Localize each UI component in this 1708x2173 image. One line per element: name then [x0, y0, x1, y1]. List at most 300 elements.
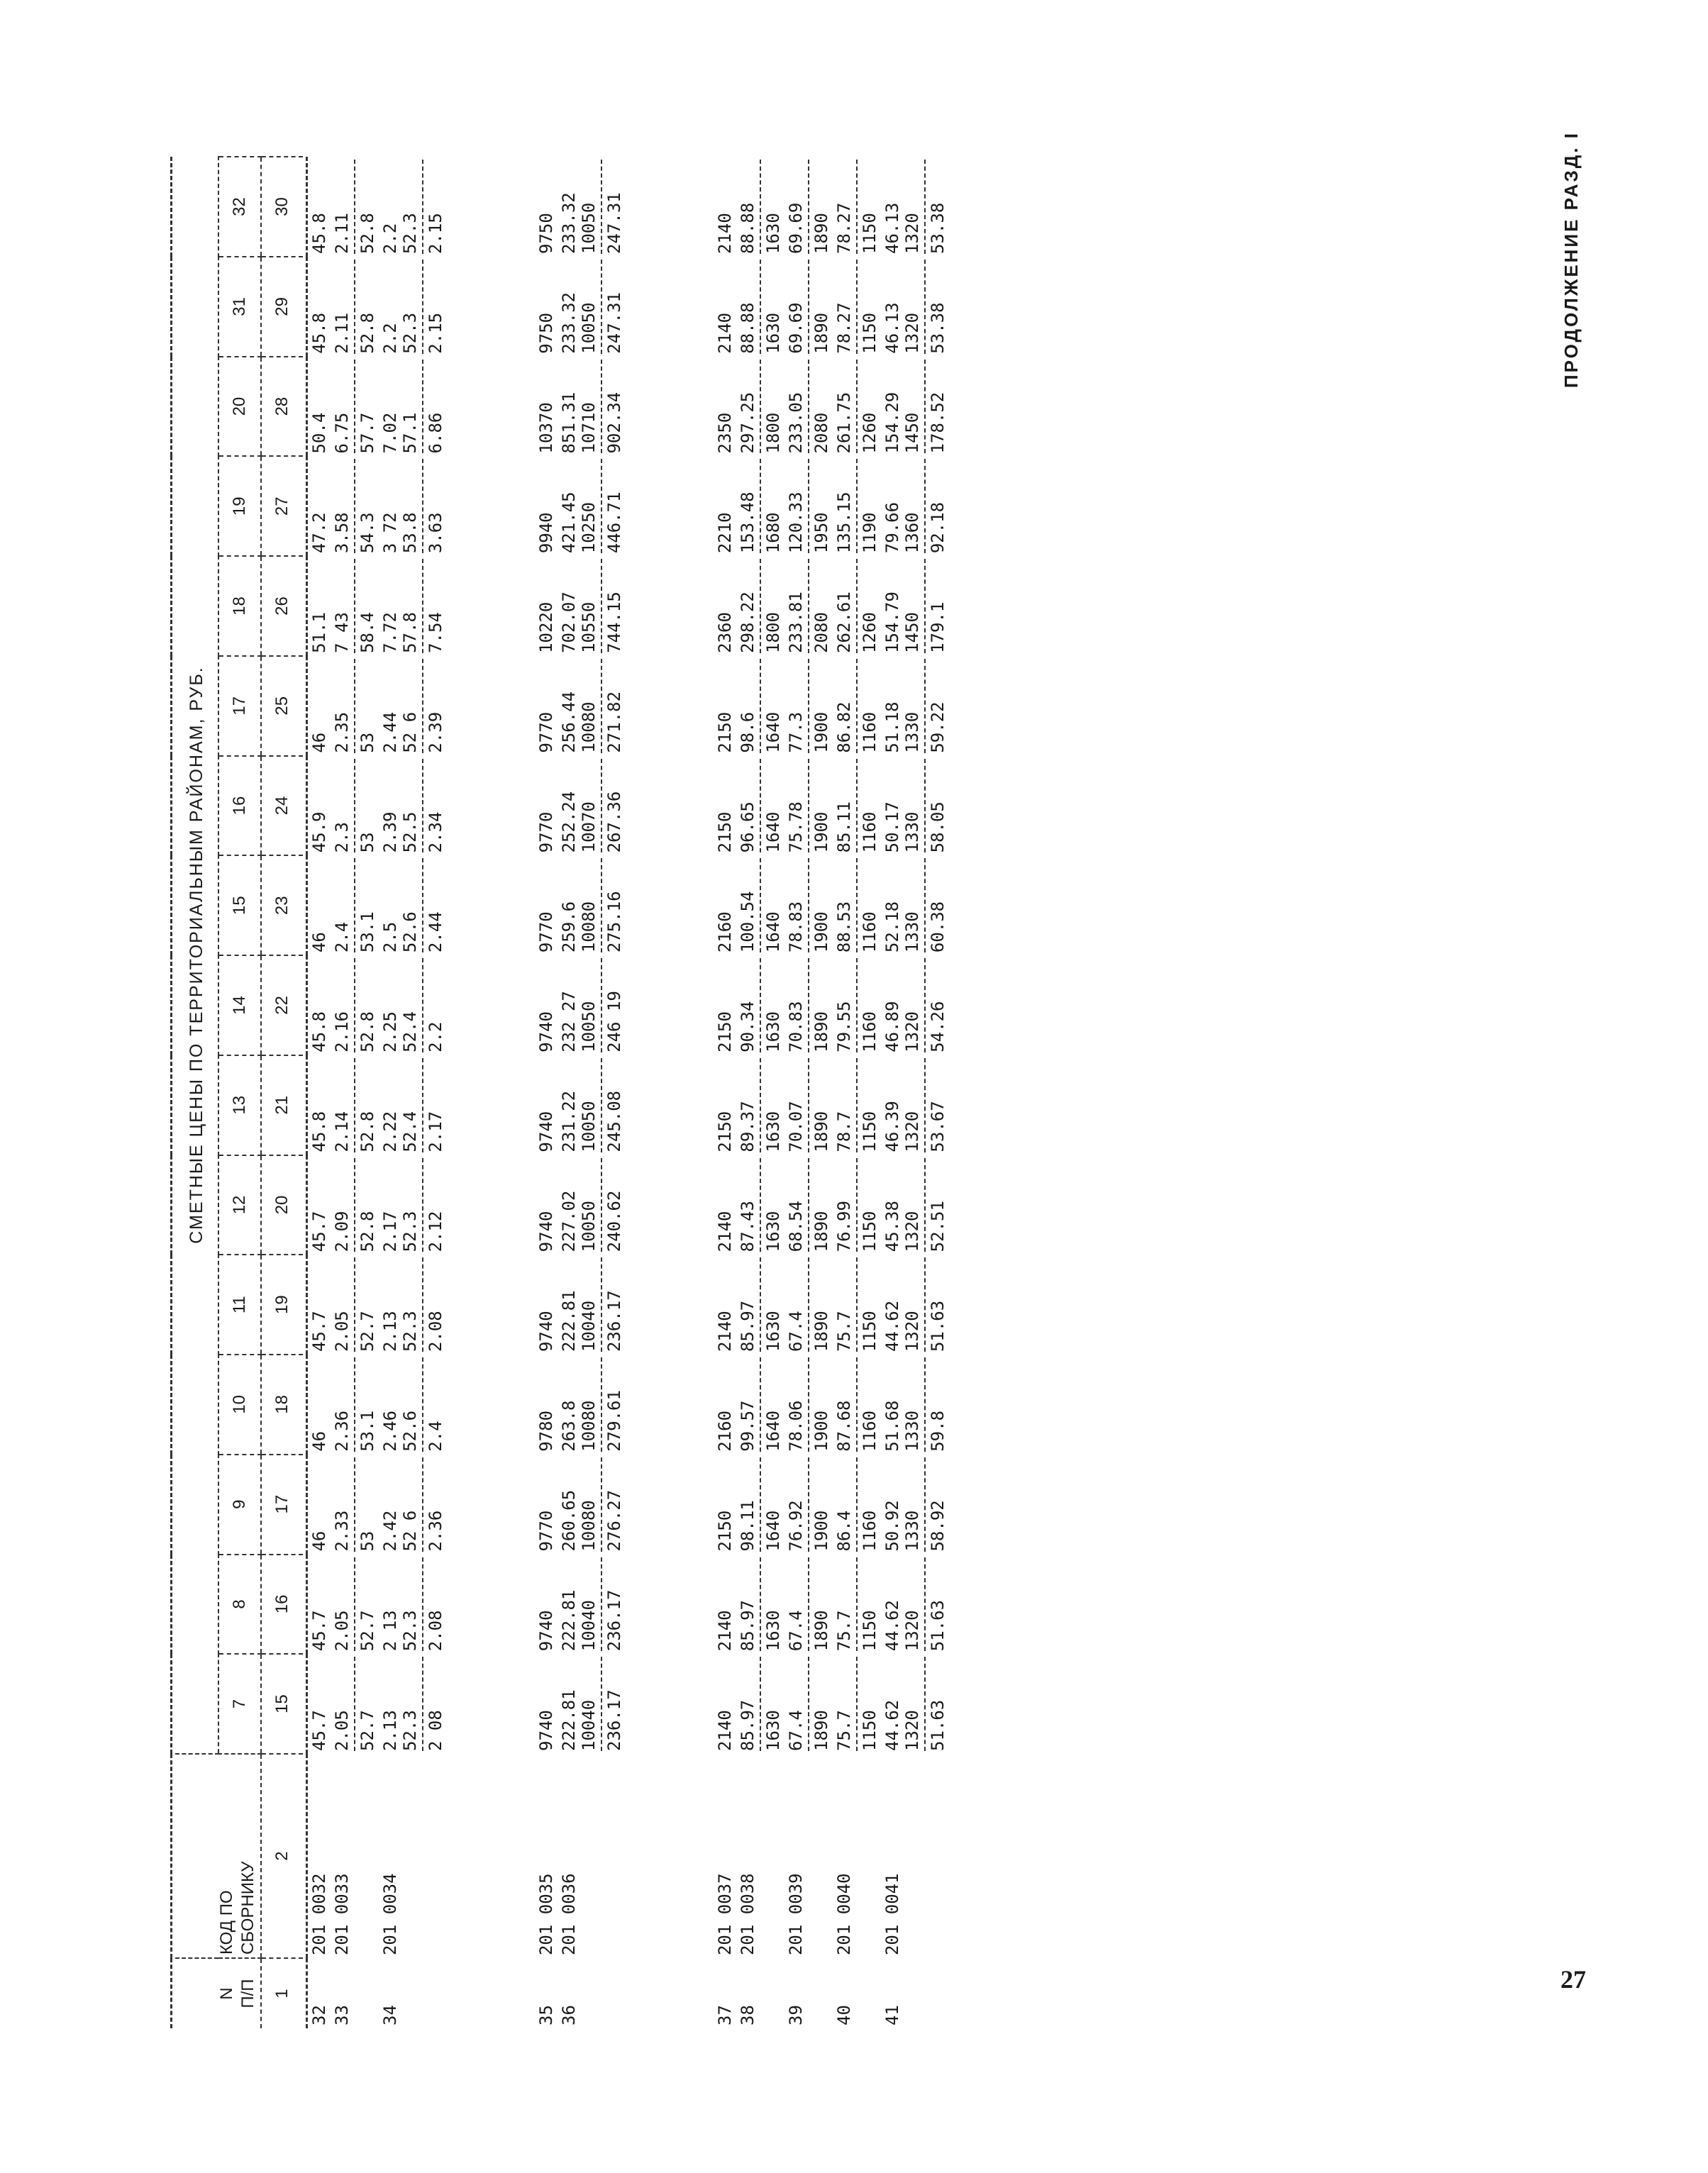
price-value: 240.62 — [604, 1190, 624, 1252]
price-value: 1160 — [860, 1011, 880, 1052]
price-cell — [736, 456, 784, 556]
district-number: 19 — [218, 456, 261, 556]
price-value: 85.97 — [738, 1557, 761, 1652]
price-value: 85.11 — [834, 759, 858, 853]
price-value: 2 08 — [426, 1710, 445, 1751]
price-value: 7 43 — [332, 559, 355, 653]
price-value: 1320 — [902, 1657, 926, 1751]
district-number: 17 — [218, 656, 261, 756]
price-value: 46.13 — [882, 302, 902, 354]
price-cell — [833, 1455, 881, 1555]
price-value: 1630 — [763, 312, 783, 354]
price-value: 52.8 — [357, 312, 377, 354]
price-value: 52.51 — [928, 1201, 948, 1252]
price-value: 70.83 — [786, 958, 809, 1052]
price-value: 2.4 — [332, 858, 355, 952]
price-cell — [331, 1155, 379, 1255]
price-value: 1320 — [902, 1257, 926, 1352]
price-value: 76.92 — [786, 1457, 809, 1552]
price-value: 57.8 — [400, 559, 423, 653]
price-cell — [784, 357, 833, 457]
price-value: 88.88 — [738, 160, 761, 254]
price-value: 1630 — [763, 1011, 783, 1052]
price-cell — [714, 257, 736, 357]
price-cell — [833, 157, 881, 257]
price-cell — [881, 955, 949, 1055]
price-cell — [714, 456, 736, 556]
price-value: 53.8 — [400, 459, 423, 553]
price-value: 2140 — [715, 312, 735, 354]
price-value: 52.3 — [400, 1158, 423, 1252]
price-value: 86.82 — [834, 659, 858, 753]
price-cell — [535, 1155, 558, 1255]
price-cell — [331, 855, 379, 955]
column-number: 26 — [261, 556, 303, 656]
price-cell — [833, 1555, 881, 1655]
price-cell — [784, 855, 833, 955]
price-value: 2.11 — [332, 160, 355, 254]
price-value: 1630 — [763, 1610, 783, 1652]
price-cell — [307, 855, 331, 955]
page-number: 27 — [1560, 1965, 1586, 1994]
column-number: 18 — [261, 1355, 303, 1455]
price-value: 231.22 — [559, 1090, 579, 1152]
price-value: 267.36 — [604, 791, 624, 853]
price-value: 45.7 — [309, 1311, 329, 1352]
price-cell — [379, 1155, 447, 1255]
price-value: 1800 — [763, 612, 783, 653]
price-cell — [714, 1455, 736, 1555]
price-value: 10040 — [579, 1257, 602, 1352]
price-value: 236.17 — [604, 1689, 624, 1751]
price-cell — [379, 955, 447, 1055]
district-number: 14 — [218, 955, 261, 1055]
price-value: 233.05 — [786, 360, 809, 454]
district-number: 18 — [218, 556, 261, 656]
price-value: 52 6 — [400, 1457, 423, 1552]
price-cell — [558, 1355, 626, 1455]
price-value: 247.31 — [604, 292, 624, 354]
price-value: 53 — [357, 1530, 377, 1552]
row-number: 37 — [715, 2005, 735, 2025]
price-value: 2.14 — [332, 1058, 355, 1152]
price-value: 50.92 — [882, 1500, 902, 1552]
table-row — [535, 157, 558, 2028]
price-value: 2.34 — [426, 811, 445, 853]
price-value: 246 19 — [604, 991, 624, 1052]
price-value: 260.65 — [559, 1489, 579, 1552]
price-value: 2.22 — [380, 1111, 400, 1152]
district-number: 7 — [218, 1654, 261, 1754]
district-number: 13 — [218, 1055, 261, 1155]
price-value: 46 — [309, 1430, 329, 1452]
price-cell — [833, 1255, 881, 1355]
header-code — [175, 1754, 261, 1958]
price-cell — [558, 1654, 626, 1754]
price-value: 69.69 — [786, 260, 809, 354]
price-cell — [535, 1654, 558, 1754]
district-number-row — [218, 157, 261, 2028]
price-cell — [881, 1255, 949, 1355]
price-value: 10550 — [579, 559, 602, 653]
district-number: 10 — [218, 1355, 261, 1455]
price-value: 2.44 — [426, 911, 445, 953]
row-number: 32 — [309, 2005, 329, 2025]
price-value: 236.17 — [604, 1589, 624, 1652]
row-code: 201 0032 — [309, 1873, 329, 1956]
header-np-text: N П/П — [217, 1979, 257, 2008]
table-row — [714, 157, 736, 2028]
row-code: 201 0038 — [738, 1873, 758, 1956]
price-cell — [833, 556, 881, 656]
price-value: 1160 — [860, 811, 880, 853]
price-value: 1630 — [763, 1211, 783, 1252]
price-cell — [714, 855, 736, 955]
row-code: 201 0036 — [559, 1873, 579, 1956]
price-value: 2.13 — [380, 1311, 400, 1352]
running-head — [1557, 131, 1585, 429]
price-cell — [714, 357, 736, 457]
price-value: 1150 — [860, 1610, 880, 1652]
price-value: 153.48 — [738, 459, 761, 553]
price-value: 1260 — [860, 412, 880, 454]
price-cell — [714, 1055, 736, 1155]
price-cell — [881, 1055, 949, 1155]
price-cell — [833, 955, 881, 1055]
price-value: 2080 — [811, 612, 831, 653]
price-value: 275.16 — [604, 891, 624, 953]
price-cell — [535, 1255, 558, 1355]
price-cell — [331, 1255, 379, 1355]
price-cell — [736, 955, 784, 1055]
price-cell — [379, 656, 447, 756]
price-value: 87.68 — [834, 1357, 858, 1452]
price-value: 9740 — [536, 1610, 556, 1652]
price-value: 2160 — [715, 911, 735, 953]
price-value: 1150 — [860, 1710, 880, 1751]
price-cell — [784, 1055, 833, 1155]
price-value: 1890 — [811, 1111, 831, 1152]
price-value: 2.36 — [426, 1510, 445, 1552]
price-value: 52 6 — [400, 659, 423, 753]
price-value: 52.5 — [400, 759, 423, 853]
price-cell — [379, 1055, 447, 1155]
table-row — [558, 157, 626, 2028]
row-number: 33 — [332, 2005, 352, 2025]
price-value: 7.54 — [426, 612, 445, 653]
price-cell — [307, 1055, 331, 1155]
price-value: 10040 — [579, 1557, 602, 1652]
price-cell — [558, 257, 626, 357]
price-value: 2.39 — [426, 711, 445, 753]
price-value: 2360 — [715, 612, 735, 653]
price-cell — [379, 556, 447, 656]
price-cell — [833, 855, 881, 955]
price-value: 51.63 — [928, 1699, 948, 1751]
price-value: 78.06 — [786, 1357, 809, 1452]
price-cell — [784, 756, 833, 856]
price-value: 2140 — [715, 1710, 735, 1751]
price-cell — [714, 756, 736, 856]
price-value: 1890 — [811, 213, 831, 254]
price-value: 7.72 — [380, 612, 400, 653]
price-value: 259.6 — [559, 901, 579, 953]
column-number: 17 — [261, 1455, 303, 1555]
price-cell — [881, 456, 949, 556]
price-value: 6.75 — [332, 360, 355, 454]
price-value: 51.1 — [309, 612, 329, 653]
price-value: 10050 — [579, 958, 602, 1052]
price-value: 1900 — [811, 811, 831, 853]
price-value: 9770 — [536, 1510, 556, 1552]
price-value: 52.6 — [400, 858, 423, 952]
row-number: 34 — [380, 2005, 400, 2025]
price-cell — [535, 556, 558, 656]
price-cell — [331, 656, 379, 756]
district-number: 15 — [218, 855, 261, 955]
price-value: 77.3 — [786, 659, 809, 753]
price-value: 53 — [357, 732, 377, 753]
price-cell — [307, 955, 331, 1055]
price-cell — [379, 257, 447, 357]
table-row — [736, 157, 784, 2028]
price-value: 52.3 — [400, 160, 423, 254]
price-cell — [535, 1055, 558, 1155]
column-number: 25 — [261, 656, 303, 756]
price-cell — [881, 1654, 949, 1754]
price-value: 1320 — [902, 1158, 926, 1252]
price-value: 1800 — [763, 412, 783, 454]
price-value: 52.7 — [357, 1710, 377, 1751]
price-value: 6.86 — [426, 412, 445, 454]
price-cell — [558, 1555, 626, 1655]
price-cell — [714, 656, 736, 756]
price-value: 10080 — [579, 1357, 602, 1452]
price-value: 1150 — [860, 312, 880, 354]
district-number: 8 — [218, 1555, 261, 1655]
price-value: 1160 — [860, 711, 880, 753]
price-value: 1640 — [763, 911, 783, 953]
price-cell — [331, 756, 379, 856]
price-value: 75.7 — [834, 1657, 858, 1751]
row-number: 36 — [559, 2005, 579, 2025]
column-number: 22 — [261, 955, 303, 1055]
price-value: 3.63 — [426, 512, 445, 554]
row-code: 201 0037 — [715, 1873, 735, 1956]
price-value: 47.2 — [309, 512, 329, 554]
price-cell — [881, 1355, 949, 1455]
price-value: 85.97 — [738, 1657, 761, 1751]
row-code: 201 0041 — [882, 1873, 902, 1956]
price-cell — [331, 157, 379, 257]
price-cell — [881, 357, 949, 457]
price-value: 10050 — [579, 1158, 602, 1252]
price-cell — [833, 257, 881, 357]
row-number: 39 — [786, 2005, 806, 2025]
price-value: 2160 — [715, 1410, 735, 1452]
price-cell — [784, 1255, 833, 1355]
price-cell — [307, 456, 331, 556]
price-value: 1900 — [811, 911, 831, 953]
price-value: 2.25 — [380, 1011, 400, 1052]
price-cell — [331, 955, 379, 1055]
row-code: 201 0035 — [536, 1873, 556, 1956]
price-value: 252.24 — [559, 791, 579, 853]
price-value: 52.7 — [357, 1610, 377, 1652]
price-value: 2.2 — [380, 223, 400, 254]
price-value: 262.61 — [834, 559, 858, 653]
column-number: 30 — [261, 157, 303, 257]
district-number: 11 — [218, 1255, 261, 1355]
price-cell — [784, 1355, 833, 1455]
price-value: 9740 — [536, 1710, 556, 1751]
price-value: 7.02 — [380, 412, 400, 454]
price-value: 1680 — [763, 512, 783, 554]
price-value: 2.05 — [332, 1657, 355, 1751]
price-cell — [535, 955, 558, 1055]
price-value: 53.38 — [928, 202, 948, 254]
price-value: 90.34 — [738, 958, 761, 1052]
price-value: 222.81 — [559, 1290, 579, 1352]
price-value: 1330 — [902, 759, 926, 853]
price-value: 96.65 — [738, 759, 761, 853]
price-cell — [833, 1654, 881, 1754]
price-cell — [833, 357, 881, 457]
price-value: 446.71 — [604, 491, 624, 554]
price-cell — [331, 1355, 379, 1455]
price-value: 2.42 — [380, 1510, 400, 1552]
price-cell — [379, 157, 447, 257]
price-cell — [535, 1455, 558, 1555]
price-value: 44.62 — [882, 1600, 902, 1652]
price-value: 85.97 — [738, 1257, 761, 1352]
price-cell — [307, 1455, 331, 1555]
price-cell — [881, 756, 949, 856]
price-cell — [714, 556, 736, 656]
price-cell — [331, 357, 379, 457]
group-spacer — [447, 157, 535, 2028]
price-cell — [379, 456, 447, 556]
price-value: 233.32 — [559, 192, 579, 254]
column-number: 23 — [261, 855, 303, 955]
price-cell — [379, 1555, 447, 1655]
price-value: 851.31 — [559, 391, 579, 454]
price-value: 57.1 — [400, 360, 423, 454]
price-value: 75.7 — [834, 1257, 858, 1352]
price-value: 154.29 — [882, 391, 902, 454]
price-value: 1900 — [811, 1410, 831, 1452]
price-cell — [714, 157, 736, 257]
price-value: 2140 — [715, 213, 735, 254]
column-number: 15 — [261, 1654, 303, 1754]
district-number: 16 — [218, 756, 261, 856]
price-cell — [736, 1255, 784, 1355]
price-value: 1320 — [902, 260, 926, 354]
price-value: 10250 — [579, 459, 602, 553]
column-number: 19 — [261, 1255, 303, 1355]
price-cell — [535, 157, 558, 257]
price-value: 298.22 — [738, 559, 761, 653]
price-cell — [881, 1555, 949, 1655]
price-cell — [833, 656, 881, 756]
price-value: 52.3 — [400, 1557, 423, 1652]
price-cell — [379, 756, 447, 856]
header-np — [175, 1958, 261, 2028]
price-value: 53.1 — [357, 1410, 377, 1452]
price-cell — [558, 1255, 626, 1355]
price-value: 1450 — [902, 559, 926, 653]
price-value: 2150 — [715, 811, 735, 853]
price-cell — [307, 1255, 331, 1355]
price-value: 45.8 — [309, 1111, 329, 1152]
price-cell — [736, 756, 784, 856]
price-value: 88.88 — [738, 260, 761, 354]
price-cell — [558, 955, 626, 1055]
price-cell — [714, 1155, 736, 1255]
price-cell — [784, 556, 833, 656]
price-value: 67.4 — [786, 1657, 809, 1751]
price-value: 135.15 — [834, 459, 858, 553]
price-value: 53 — [357, 832, 377, 853]
price-value: 1640 — [763, 711, 783, 753]
price-value: 10050 — [579, 160, 602, 254]
price-value: 53.38 — [928, 302, 948, 354]
price-value: 421.45 — [559, 491, 579, 554]
table-row — [784, 157, 833, 2028]
price-value: 1640 — [763, 1510, 783, 1552]
price-value: 92.18 — [928, 501, 948, 554]
column-number-row — [261, 157, 303, 2028]
price-value: 9740 — [536, 1011, 556, 1052]
table-row — [379, 157, 447, 2028]
price-value: 9750 — [536, 213, 556, 254]
price-value: 1640 — [763, 811, 783, 853]
price-cell — [558, 556, 626, 656]
price-value: 1890 — [811, 312, 831, 354]
price-cell — [881, 855, 949, 955]
price-value: 1890 — [811, 1710, 831, 1751]
price-value: 67.4 — [786, 1257, 809, 1352]
price-cell — [307, 1654, 331, 1754]
price-value: 2.33 — [332, 1457, 355, 1552]
price-cell — [379, 855, 447, 955]
price-cell — [535, 456, 558, 556]
price-value: 1150 — [860, 1311, 880, 1352]
price-value: 1160 — [860, 1510, 880, 1552]
price-cell — [307, 157, 331, 257]
table-row — [881, 157, 949, 2028]
price-value: 75.78 — [786, 759, 809, 853]
price-cell — [558, 1055, 626, 1155]
price-cell — [784, 257, 833, 357]
price-cell — [881, 257, 949, 357]
price-value: 236.17 — [604, 1290, 624, 1352]
price-cell — [535, 1355, 558, 1455]
price-value: 78.7 — [834, 1058, 858, 1152]
price-value: 52.7 — [357, 1311, 377, 1352]
price-value: 10080 — [579, 659, 602, 753]
price-value: 2.09 — [332, 1158, 355, 1252]
price-cell — [714, 955, 736, 1055]
price-value: 256.44 — [559, 691, 579, 753]
price-value: 75.7 — [834, 1557, 858, 1652]
price-value: 10220 — [536, 601, 556, 653]
price-value: 45.9 — [309, 811, 329, 853]
price-value: 10710 — [579, 360, 602, 454]
price-value: 3.58 — [332, 459, 355, 553]
price-cell — [558, 855, 626, 955]
price-value: 46.13 — [882, 202, 902, 254]
